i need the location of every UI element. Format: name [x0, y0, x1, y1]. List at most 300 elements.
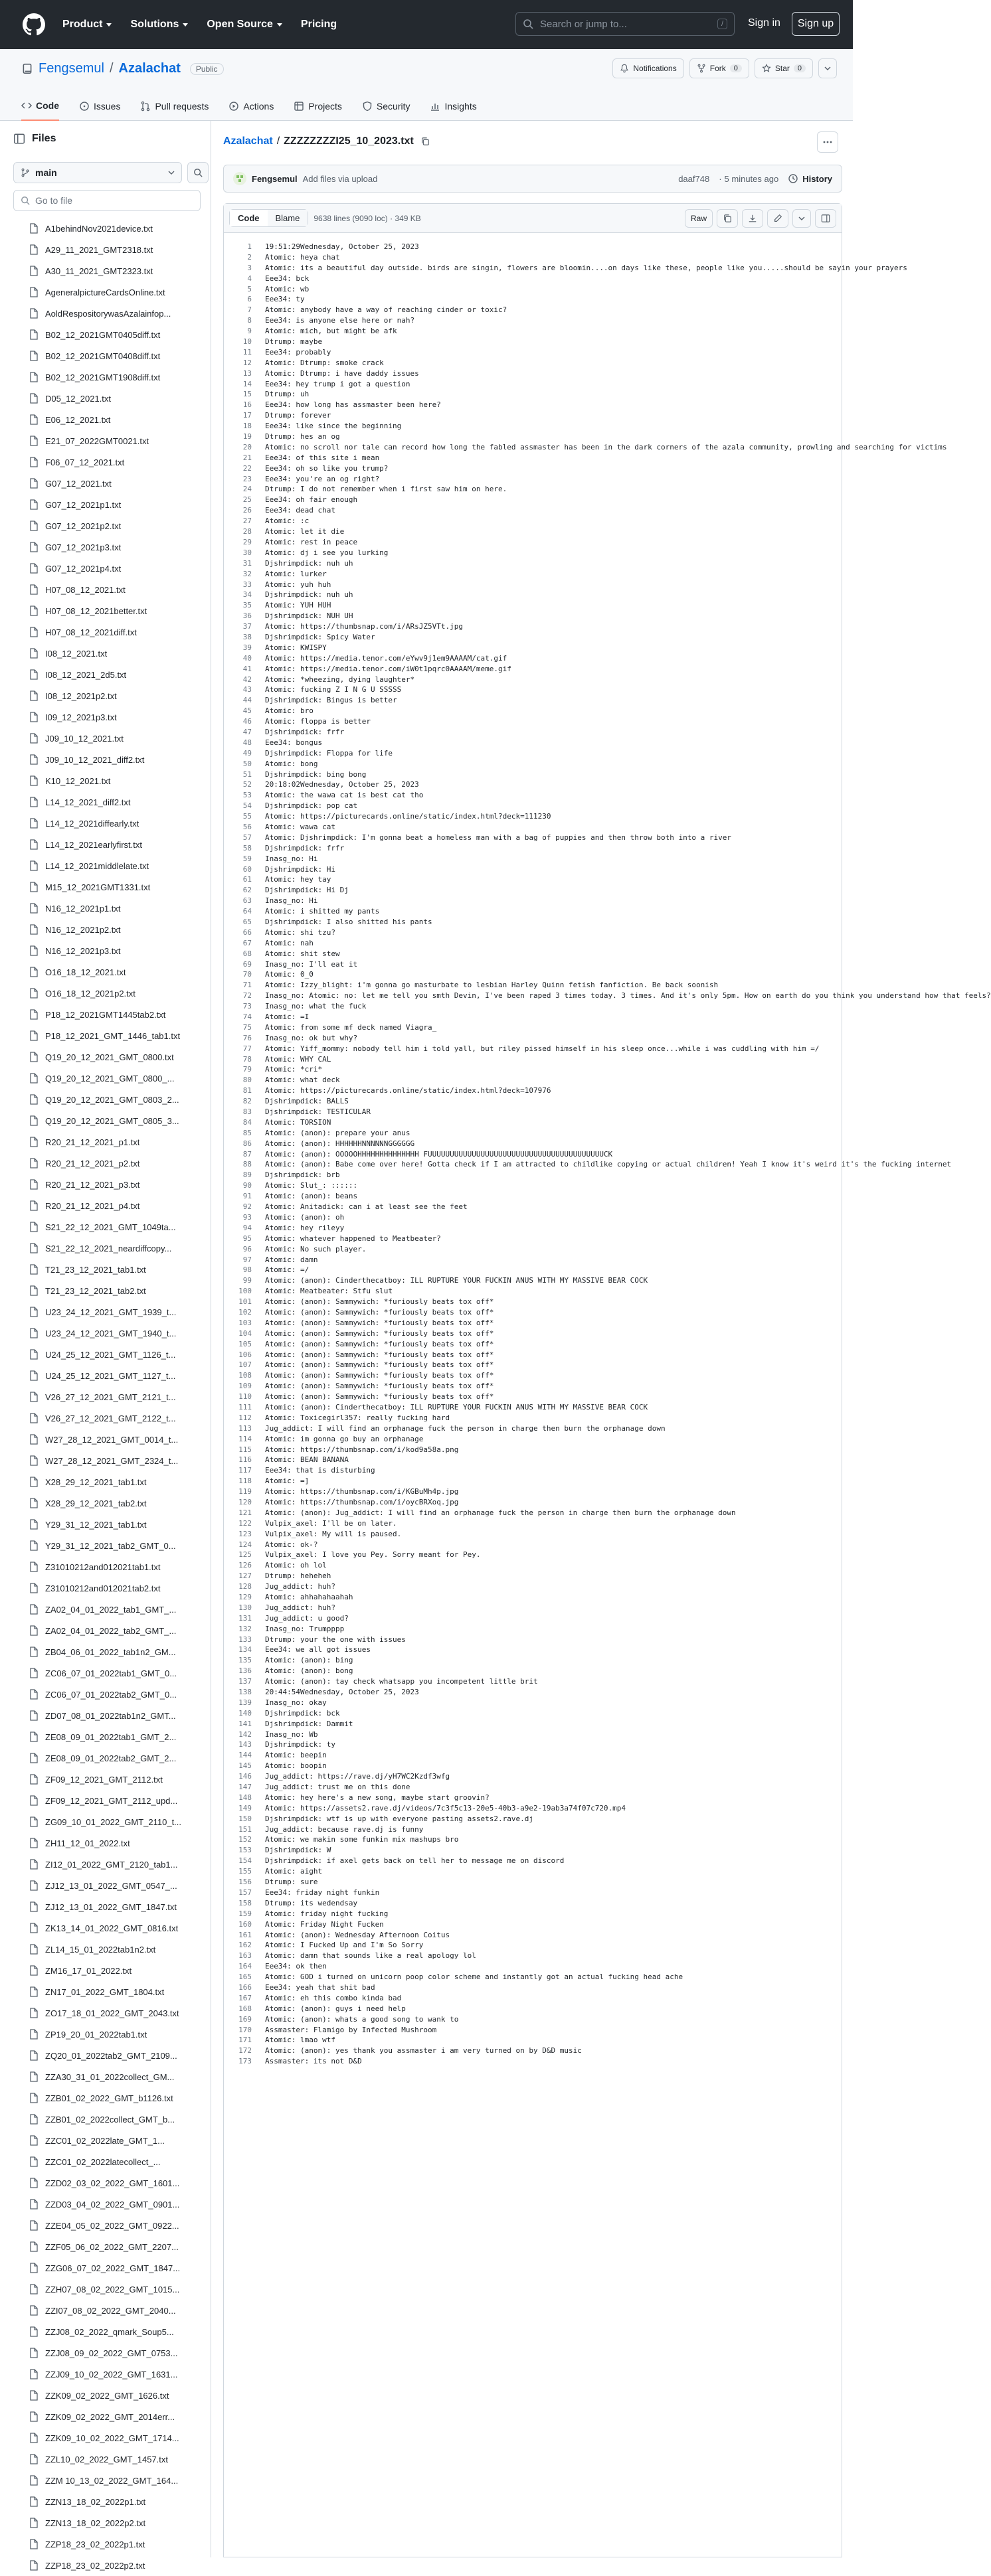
sidebar-file-item[interactable] — [13, 2045, 206, 2066]
line-number[interactable]: 67 — [242, 938, 252, 947]
line-number[interactable]: 18 — [242, 422, 252, 431]
repo-name-link[interactable]: Azalachat — [118, 61, 181, 76]
line-number[interactable]: 161 — [238, 1930, 252, 1939]
line-number[interactable]: 31 — [242, 558, 252, 568]
sidebar-file-item[interactable] — [13, 2066, 206, 2087]
tab-issues[interactable] — [79, 92, 120, 121]
line-number[interactable]: 80 — [242, 1076, 252, 1085]
github-logo-icon[interactable] — [23, 13, 45, 36]
line-number[interactable]: 103 — [238, 1318, 252, 1327]
line-number[interactable]: 137 — [238, 1677, 252, 1686]
line-number[interactable]: 115 — [238, 1445, 252, 1454]
sidebar-file-item[interactable] — [13, 1089, 206, 1110]
sidebar-file-item[interactable] — [13, 1662, 206, 1684]
sidebar-file-item[interactable] — [13, 409, 206, 430]
sidebar-file-item[interactable] — [13, 1429, 206, 1450]
line-number[interactable]: 151 — [238, 1824, 252, 1834]
sidebar-file-item[interactable] — [13, 2194, 206, 2215]
line-number[interactable]: 117 — [238, 1466, 252, 1475]
line-number[interactable]: 158 — [238, 1898, 252, 1907]
sidebar-file-item[interactable] — [13, 621, 206, 643]
sidebar-file-item[interactable] — [13, 728, 206, 749]
sidebar-file-item[interactable] — [13, 1854, 206, 1875]
nav-pricing[interactable]: Pricing — [300, 19, 337, 30]
line-number[interactable]: 63 — [242, 896, 252, 906]
sidebar-file-item[interactable] — [13, 536, 206, 558]
line-number[interactable]: 60 — [242, 864, 252, 874]
line-number[interactable]: 131 — [238, 1613, 252, 1623]
sidebar-file-item[interactable] — [13, 1323, 206, 1344]
line-number[interactable]: 124 — [238, 1540, 252, 1549]
sidebar-file-item[interactable] — [13, 813, 206, 834]
sidebar-file-item[interactable] — [13, 1790, 206, 1811]
line-number[interactable]: 135 — [238, 1656, 252, 1665]
sidebar-file-item[interactable] — [13, 1386, 206, 1408]
line-number[interactable]: 16 — [242, 400, 252, 410]
line-number[interactable]: 95 — [242, 1234, 252, 1243]
sidebar-file-item[interactable] — [13, 2534, 206, 2555]
sidebar-file-item[interactable] — [13, 282, 206, 303]
line-number[interactable]: 35 — [242, 601, 252, 610]
sidebar-file-item[interactable] — [13, 2449, 206, 2470]
line-number[interactable]: 168 — [238, 2004, 252, 2013]
branch-selector[interactable] — [13, 162, 182, 183]
star-button[interactable] — [755, 58, 813, 78]
line-number[interactable]: 108 — [238, 1371, 252, 1380]
sidebar-file-item[interactable] — [13, 1450, 206, 1471]
line-number[interactable]: 55 — [242, 812, 252, 821]
sidebar-file-item[interactable] — [13, 1960, 206, 1981]
line-number[interactable]: 17 — [242, 411, 252, 420]
sidebar-file-item[interactable] — [13, 2555, 206, 2576]
sidebar-file-item[interactable] — [13, 685, 206, 706]
line-number[interactable]: 155 — [238, 1867, 252, 1876]
line-number[interactable]: 56 — [242, 822, 252, 831]
sidebar-file-item[interactable] — [13, 1641, 206, 1662]
line-number[interactable]: 83 — [242, 1107, 252, 1117]
line-number[interactable]: 129 — [238, 1593, 252, 1601]
line-number[interactable]: 92 — [242, 1202, 252, 1212]
sidebar-file-item[interactable] — [13, 2342, 206, 2364]
sidebar-file-item[interactable] — [13, 1599, 206, 1620]
line-number[interactable]: 163 — [238, 1951, 252, 1961]
blame-view-button[interactable]: Blame — [268, 210, 308, 226]
fork-button[interactable] — [689, 58, 749, 78]
sidebar-file-item[interactable] — [13, 515, 206, 536]
sidebar-file-item[interactable] — [13, 1769, 206, 1790]
sidebar-file-item[interactable] — [13, 1068, 206, 1089]
line-number[interactable]: 38 — [242, 632, 252, 641]
line-number[interactable]: 165 — [238, 1972, 252, 1982]
sidebar-file-item[interactable] — [13, 388, 206, 409]
copy-raw-button[interactable] — [717, 209, 738, 228]
tab-code[interactable] — [21, 92, 59, 121]
line-number[interactable]: 79 — [242, 1065, 252, 1074]
sidebar-file-item[interactable] — [13, 260, 206, 282]
sidebar-toggle-icon[interactable] — [13, 133, 25, 145]
sidebar-file-item[interactable] — [13, 1280, 206, 1301]
line-number[interactable]: 15 — [242, 390, 252, 399]
line-number[interactable]: 128 — [238, 1582, 252, 1591]
sidebar-file-item[interactable] — [13, 579, 206, 600]
sidebar-file-item[interactable] — [13, 1811, 206, 1832]
line-number[interactable]: 85 — [242, 1128, 252, 1137]
line-number[interactable]: 149 — [238, 1803, 252, 1812]
line-number[interactable]: 73 — [242, 1002, 252, 1011]
sidebar-file-item[interactable] — [13, 1896, 206, 1917]
line-number[interactable]: 132 — [238, 1624, 252, 1633]
notifications-button[interactable] — [612, 58, 683, 78]
sidebar-file-item[interactable] — [13, 2236, 206, 2257]
sidebar-file-item[interactable] — [13, 366, 206, 388]
sidebar-file-item[interactable] — [13, 749, 206, 770]
sidebar-file-item[interactable] — [13, 494, 206, 515]
line-number[interactable]: 172 — [238, 2046, 252, 2055]
line-number[interactable]: 37 — [242, 622, 252, 631]
sidebar-file-item[interactable] — [13, 1195, 206, 1216]
line-number[interactable]: 141 — [238, 1719, 252, 1728]
line-number[interactable]: 142 — [238, 1730, 252, 1739]
download-button[interactable] — [742, 209, 763, 228]
line-number[interactable]: 94 — [242, 1223, 252, 1232]
line-number[interactable]: 20 — [242, 442, 252, 451]
line-number[interactable]: 87 — [242, 1149, 252, 1159]
line-number[interactable]: 99 — [242, 1276, 252, 1285]
sidebar-file-item[interactable] — [13, 1216, 206, 1238]
line-number[interactable]: 64 — [242, 907, 252, 916]
sidebar-file-item[interactable] — [13, 1238, 206, 1259]
line-number[interactable]: 91 — [242, 1192, 252, 1201]
line-number[interactable]: 150 — [238, 1814, 252, 1823]
sign-in-link[interactable]: Sign in — [748, 17, 780, 29]
line-number[interactable]: 19 — [242, 432, 252, 442]
tab-actions[interactable] — [228, 92, 274, 121]
sidebar-file-item[interactable] — [13, 2279, 206, 2300]
sidebar-file-item[interactable] — [13, 2491, 206, 2512]
line-number[interactable]: 14 — [242, 379, 252, 388]
sidebar-file-item[interactable] — [13, 345, 206, 366]
line-number[interactable]: 39 — [242, 643, 252, 652]
sidebar-file-item[interactable] — [13, 2172, 206, 2194]
sidebar-file-item[interactable] — [13, 2130, 206, 2151]
line-number[interactable]: 110 — [238, 1392, 252, 1402]
sidebar-file-item[interactable] — [13, 324, 206, 345]
line-number[interactable]: 97 — [242, 1255, 252, 1264]
line-number[interactable]: 78 — [242, 1054, 252, 1064]
line-number[interactable]: 40 — [242, 653, 252, 663]
line-number[interactable]: 45 — [242, 706, 252, 716]
line-number[interactable]: 93 — [242, 1212, 252, 1222]
line-number[interactable]: 119 — [238, 1487, 252, 1496]
tab-projects[interactable] — [294, 92, 342, 121]
sidebar-file-item[interactable] — [13, 218, 206, 239]
commit-hash[interactable]: daaf748 — [678, 173, 710, 184]
search-files-button[interactable] — [187, 162, 209, 183]
line-number[interactable]: 44 — [242, 696, 252, 705]
line-number[interactable]: 138 — [238, 1688, 252, 1697]
line-number[interactable]: 81 — [242, 1086, 252, 1095]
sidebar-file-item[interactable] — [13, 791, 206, 813]
sidebar-file-item[interactable] — [13, 2385, 206, 2406]
line-number[interactable]: 157 — [238, 1888, 252, 1897]
line-number[interactable]: 30 — [242, 548, 252, 557]
sidebar-file-item[interactable] — [13, 1939, 206, 1960]
line-number[interactable]: 140 — [238, 1708, 252, 1718]
line-number[interactable]: 86 — [242, 1139, 252, 1148]
line-number[interactable]: 120 — [238, 1497, 252, 1506]
nav-open-source[interactable]: Open Source — [207, 19, 282, 31]
commit-message[interactable]: Add files via upload — [302, 173, 378, 184]
line-number[interactable]: 167 — [238, 1993, 252, 2002]
line-number[interactable]: 116 — [238, 1455, 252, 1465]
sidebar-file-item[interactable] — [13, 876, 206, 898]
line-number[interactable]: 74 — [242, 1012, 252, 1022]
line-number[interactable]: 8 — [247, 316, 252, 325]
sidebar-file-item[interactable] — [13, 558, 206, 579]
line-number[interactable]: 130 — [238, 1603, 252, 1612]
sidebar-file-item[interactable] — [13, 1259, 206, 1280]
sidebar-file-item[interactable] — [13, 1174, 206, 1195]
sidebar-file-item[interactable] — [13, 2300, 206, 2321]
line-number[interactable]: 173 — [238, 2057, 252, 2066]
line-number[interactable]: 48 — [242, 738, 252, 747]
line-number[interactable]: 71 — [242, 981, 252, 990]
line-number[interactable]: 164 — [238, 1962, 252, 1971]
sign-up-button[interactable]: Sign up — [792, 12, 840, 36]
sidebar-file-item[interactable] — [13, 239, 206, 260]
sidebar-file-item[interactable] — [13, 1110, 206, 1131]
sidebar-file-item[interactable] — [13, 451, 206, 473]
sidebar-file-item[interactable] — [13, 1046, 206, 1068]
edit-button[interactable] — [767, 209, 788, 228]
sidebar-file-item[interactable] — [13, 1832, 206, 1854]
sidebar-file-item[interactable] — [13, 1365, 206, 1386]
line-number[interactable]: 7 — [247, 305, 252, 315]
line-number[interactable]: 27 — [242, 517, 252, 526]
sidebar-file-item[interactable] — [13, 770, 206, 791]
avatar[interactable] — [233, 172, 246, 185]
line-number[interactable]: 170 — [238, 2025, 252, 2034]
line-number[interactable]: 106 — [238, 1350, 252, 1359]
line-number[interactable]: 52 — [242, 780, 252, 789]
line-number[interactable]: 6 — [247, 295, 252, 304]
line-number[interactable]: 153 — [238, 1846, 252, 1855]
sidebar-file-item[interactable] — [13, 1620, 206, 1641]
line-number[interactable]: 26 — [242, 506, 252, 515]
line-number[interactable]: 109 — [238, 1382, 252, 1391]
line-number[interactable]: 144 — [238, 1751, 252, 1760]
line-number[interactable]: 29 — [242, 537, 252, 546]
line-number[interactable]: 122 — [238, 1518, 252, 1528]
sidebar-file-item[interactable] — [13, 2512, 206, 2534]
nav-product[interactable]: Product — [62, 19, 112, 31]
line-number[interactable]: 125 — [238, 1550, 252, 1560]
line-number[interactable]: 84 — [242, 1117, 252, 1127]
line-number[interactable]: 133 — [238, 1635, 252, 1644]
line-number[interactable]: 25 — [242, 495, 252, 505]
sidebar-file-item[interactable] — [13, 2024, 206, 2045]
line-number[interactable]: 3 — [247, 263, 252, 272]
tab-security[interactable] — [362, 92, 410, 121]
sidebar-file-item[interactable] — [13, 2427, 206, 2449]
line-number[interactable]: 12 — [242, 358, 252, 367]
line-number[interactable]: 105 — [238, 1339, 252, 1348]
sidebar-file-item[interactable] — [13, 1705, 206, 1726]
line-number[interactable]: 121 — [238, 1508, 252, 1517]
sidebar-file-item[interactable] — [13, 940, 206, 961]
sidebar-file-item[interactable] — [13, 600, 206, 621]
sidebar-file-item[interactable] — [13, 1747, 206, 1769]
line-number[interactable]: 154 — [238, 1856, 252, 1866]
sidebar-file-item[interactable] — [13, 664, 206, 685]
sidebar-file-item[interactable] — [13, 303, 206, 324]
commit-author[interactable]: Fengsemul — [252, 173, 298, 184]
line-number[interactable]: 96 — [242, 1244, 252, 1253]
line-number[interactable]: 54 — [242, 801, 252, 811]
sidebar-file-item[interactable] — [13, 1684, 206, 1705]
sidebar-file-item[interactable] — [13, 643, 206, 664]
sidebar-file-item[interactable] — [13, 1514, 206, 1535]
line-number[interactable]: 58 — [242, 843, 252, 852]
sidebar-file-item[interactable] — [13, 1577, 206, 1599]
line-number[interactable]: 33 — [242, 580, 252, 589]
line-number[interactable]: 43 — [242, 685, 252, 694]
sidebar-file-item[interactable] — [13, 1153, 206, 1174]
line-number[interactable]: 5 — [247, 284, 252, 293]
repo-owner-link[interactable]: Fengsemul — [39, 61, 104, 76]
search-input[interactable] — [515, 12, 735, 36]
line-number[interactable]: 65 — [242, 918, 252, 926]
line-number[interactable]: 113 — [238, 1423, 252, 1433]
sidebar-file-item[interactable] — [13, 834, 206, 855]
line-number[interactable]: 88 — [242, 1160, 252, 1169]
line-number[interactable]: 98 — [242, 1265, 252, 1275]
tab-pull-requests[interactable] — [140, 92, 209, 121]
tab-insights[interactable] — [430, 92, 476, 121]
line-number[interactable]: 34 — [242, 590, 252, 600]
line-number[interactable]: 2 — [247, 252, 252, 262]
line-number[interactable]: 22 — [242, 463, 252, 473]
line-number[interactable]: 50 — [242, 759, 252, 768]
line-number[interactable]: 136 — [238, 1666, 252, 1676]
line-number[interactable]: 111 — [238, 1402, 252, 1411]
breadcrumb-repo-link[interactable]: Azalachat — [223, 135, 273, 147]
line-number[interactable]: 10 — [242, 337, 252, 347]
line-number[interactable]: 23 — [242, 474, 252, 483]
history-button[interactable] — [788, 173, 832, 184]
line-number[interactable]: 107 — [238, 1360, 252, 1370]
edit-dropdown-button[interactable] — [792, 209, 811, 228]
sidebar-file-item[interactable] — [13, 1408, 206, 1429]
line-number[interactable]: 61 — [242, 875, 252, 884]
line-number[interactable]: 9 — [247, 327, 252, 336]
line-number[interactable]: 146 — [238, 1772, 252, 1781]
line-number[interactable]: 104 — [238, 1328, 252, 1338]
star-dropdown-button[interactable] — [818, 58, 837, 78]
line-number[interactable]: 139 — [238, 1698, 252, 1707]
go-to-file-input[interactable] — [13, 190, 201, 211]
line-number[interactable]: 69 — [242, 959, 252, 969]
sidebar-file-item[interactable] — [13, 2406, 206, 2427]
sidebar-file-item[interactable] — [13, 1131, 206, 1153]
line-number[interactable]: 156 — [238, 1878, 252, 1887]
line-number[interactable]: 75 — [242, 1022, 252, 1032]
line-number[interactable]: 21 — [242, 453, 252, 462]
line-number[interactable]: 101 — [238, 1297, 252, 1307]
sidebar-file-item[interactable] — [13, 1917, 206, 1939]
sidebar-file-item[interactable] — [13, 2470, 206, 2491]
line-number[interactable]: 143 — [238, 1740, 252, 1749]
line-number[interactable]: 127 — [238, 1571, 252, 1581]
sidebar-file-item[interactable] — [13, 1535, 206, 1556]
sidebar-file-item[interactable] — [13, 2364, 206, 2385]
line-number[interactable]: 59 — [242, 854, 252, 863]
sidebar-file-item[interactable] — [13, 2215, 206, 2236]
line-number[interactable]: 171 — [238, 2036, 252, 2045]
symbols-button[interactable] — [815, 209, 836, 228]
line-number[interactable]: 4 — [247, 274, 252, 283]
line-number[interactable]: 66 — [242, 927, 252, 937]
line-number[interactable]: 118 — [238, 1477, 252, 1486]
line-number[interactable]: 1 — [247, 242, 252, 251]
line-number[interactable]: 68 — [242, 949, 252, 958]
line-number[interactable]: 169 — [238, 2014, 252, 2024]
sidebar-file-item[interactable] — [13, 2257, 206, 2279]
sidebar-file-item[interactable] — [13, 919, 206, 940]
nav-solutions[interactable]: Solutions — [130, 19, 188, 31]
line-number[interactable]: 32 — [242, 569, 252, 578]
line-number[interactable]: 13 — [242, 368, 252, 378]
sidebar-file-item[interactable] — [13, 1492, 206, 1514]
line-number[interactable]: 89 — [242, 1170, 252, 1180]
sidebar-file-item[interactable] — [13, 855, 206, 876]
line-number[interactable]: 42 — [242, 675, 252, 684]
line-number[interactable]: 148 — [238, 1793, 252, 1802]
line-number[interactable]: 160 — [238, 1919, 252, 1929]
line-number[interactable]: 72 — [242, 991, 252, 1001]
sidebar-file-item[interactable] — [13, 2321, 206, 2342]
line-number[interactable]: 76 — [242, 1033, 252, 1042]
sidebar-file-item[interactable] — [13, 2151, 206, 2172]
line-number[interactable]: 77 — [242, 1044, 252, 1053]
sidebar-file-item[interactable] — [13, 473, 206, 494]
line-number[interactable]: 100 — [238, 1287, 252, 1296]
sidebar-file-item[interactable] — [13, 2109, 206, 2130]
sidebar-file-item[interactable] — [13, 1726, 206, 1747]
line-number[interactable]: 102 — [238, 1307, 252, 1317]
sidebar-file-item[interactable] — [13, 2087, 206, 2109]
sidebar-file-item[interactable] — [13, 1301, 206, 1323]
line-number[interactable]: 41 — [242, 664, 252, 673]
line-number[interactable]: 162 — [238, 1941, 252, 1950]
line-number[interactable]: 57 — [242, 833, 252, 842]
sidebar-file-item[interactable] — [13, 983, 206, 1004]
line-number[interactable]: 145 — [238, 1761, 252, 1771]
sidebar-file-item[interactable] — [13, 1556, 206, 1577]
line-number[interactable]: 152 — [238, 1835, 252, 1844]
sidebar-file-item[interactable] — [13, 430, 206, 451]
line-number[interactable]: 11 — [242, 347, 252, 357]
sidebar-file-item[interactable] — [13, 961, 206, 983]
sidebar-file-item[interactable] — [13, 1025, 206, 1046]
code-view-button[interactable]: Code — [230, 210, 268, 226]
sidebar-file-item[interactable] — [13, 898, 206, 919]
more-options-button[interactable] — [817, 131, 838, 153]
line-number[interactable]: 166 — [238, 1982, 252, 1992]
line-number[interactable]: 114 — [238, 1434, 252, 1443]
line-number[interactable]: 134 — [238, 1645, 252, 1654]
line-number[interactable]: 46 — [242, 717, 252, 726]
